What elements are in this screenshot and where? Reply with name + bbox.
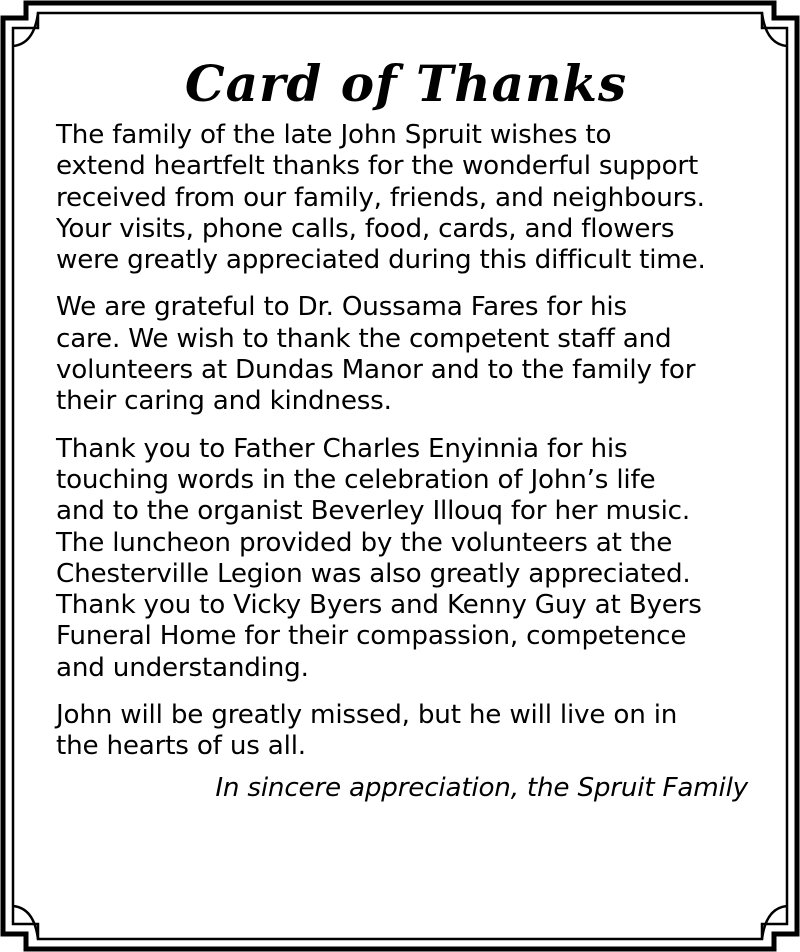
- paragraph-closing: John will be greatly missed, but he will live on in the hearts of us all.: [56, 700, 678, 762]
- card-title: Card of Thanks: [184, 54, 628, 113]
- paragraph-doctor-staff: We are grateful to Dr. Oussama Fares for his care. We wish to thank the competent staff and volunteers at Dundas Manor and to the family for their caring and kindness.: [56, 292, 696, 417]
- paragraph-service-thanks: Thank you to Father Charles Enyinnia for his touching words in the celebration of John’s life and to the organist Beverley Illouq for her music. The luncheon provided by the volunteers at the Chesterville Legion was also greatly appreciated. Thank you to Vicky Byers and Kenny Guy at Byers Funeral Home for their compassion, competence and understanding.: [56, 433, 702, 683]
- paragraph-family-thanks: The family of the late John Spruit wishes to extend heartfelt thanks for the wonderful support received from our family, friends, and neighbours. Your visits, phone calls, food, cards, and flowers were greatly appreciated during this difficult time.: [56, 120, 706, 276]
- card-content: [56, 52, 756, 804]
- signature: In sincere appreciation, the Spruit Family: [215, 772, 748, 803]
